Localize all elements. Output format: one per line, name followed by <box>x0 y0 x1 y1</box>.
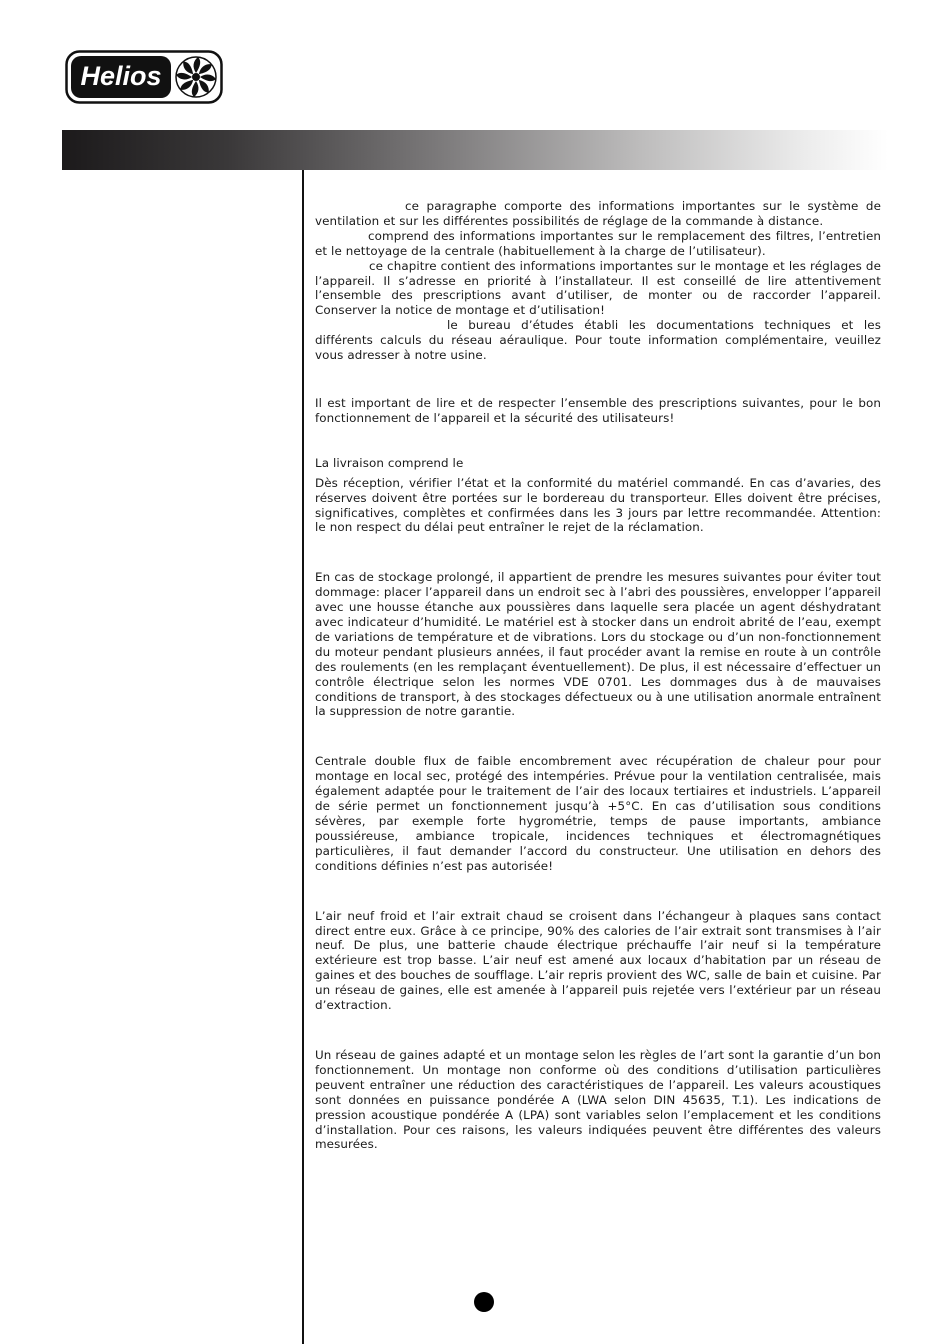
body-text <box>315 199 881 1152</box>
logo-wordmark: Helios <box>80 61 162 91</box>
page-number-dot <box>474 1292 494 1312</box>
paragraph-performance: Un réseau de gaines adapté et un montage selon les règles de l’art sont la garantie d’un bon fonctionnement. Un montage non conforme où des conditions d’utilisation particulières peuvent entraîner une réduction des caractéristiques de l’appareil. Les valeurs acoustiques sont données en puissance pondérée A (LWA selon DIN 45635, T.1). Les indications de pression acoustique pondérée A (LPA) sont variables selon l’emplacement et les conditions d’installation. Pour ces raisons, les valeurs indiquées peuvent être différentes des valeurs mesurées. <box>315 1047 881 1152</box>
paragraph-intended-use: Centrale double flux de faible encombrement avec récupération de chaleur pour pour montage en local sec, protégé des intempéries. Prévue pour la ventilation centralisée, mais également adaptée pour le traitement de l’air des locaux tertiaires et industriels. L’appareil de série permet un fonctionnement jusqu’à +5°C. En cas d’utilisation sous conditions sévères, par exemple forte hygrométrie, temps de pause importants, ambiance poussiéreuse, ambiance tropicale, incidences techniques et électromagnétiques particulières, il faut demander l’accord du constructeur. Une utilisation en dehors des conditions définies n’est pas autorisée! <box>315 754 881 873</box>
paragraph-operating-principle: L’air neuf froid et l’air extrait chaud se croisent dans l’échangeur à plaques sans contact direct entre eux. Grâce à ce principe, 90% des calories de l’air extrait sont transmises à l’air neuf. De plus, une batterie chaude électrique préchauffe l’air neuf si la température extérieure est trop basse. L’air neuf est amené aux locaux d’habitation par un réseau de gaines et des bouches de soufflage. L’air repris provient des WC, salle de bain et cuisine. Par un réseau de gaines, elle est amenée à l’appareil puis rejetée vers l’extérieur par un réseau d’extraction. <box>315 908 881 1013</box>
fan-icon <box>176 57 216 97</box>
helios-logo-graphic <box>65 50 223 104</box>
paragraph-maintenance-info: comprend des informations importantes sur le remplacement des filtres, l’entretien et le nettoyage de la centrale (habituellement à la charge de l’utilisateur). <box>315 228 881 258</box>
paragraph-installation-info: ce chapitre contient des informations importantes sur le montage et les réglages de l’appareil. Il s’adresse en priorité à l’installateur. Il est conseillé de lire attentivement l’ensemble des prescriptions avant d’utiliser, de monter ou de raccorder l’appareil. Conserver la notice de montage et d’utilisation! <box>315 258 881 318</box>
paragraph-design-office: le bureau d’études établi les documentations techniques et les différents calculs du réseau aéraulique. Pour toute information complémentaire, veuillez vous adresser à notre usine. <box>315 318 881 363</box>
paragraph-delivery-scope: La livraison comprend le <box>315 455 464 470</box>
paragraph-storage: En cas de stockage prolongé, il appartient de prendre les mesures suivantes pour éviter tout dommage: placer l’appareil dans un endroit sec à l’abri des poussières, envelopper l’appareil avec une housse étanche aux poussières dans laquelle sera placée un agent déshydratant avec indicateur d’humidité. Le matériel est à stocker dans un endroit abrité de l’eau, exempt de variations de température et de vibrations. Lors du stockage ou d’un non-fonctionnement du moteur pendant plusieurs années, il faut procéder avant la remise en route à un contrôle des roulements (en les remplaçant éventuellement). De plus, il est nécessaire d’effectuer un contrôle électrique selon les normes VDE 0701. Les dommages dus à de mauvaises conditions de transport, à des stockages défectueux ou à une utilisation anormale entraînent la suppression de notre garantie. <box>315 570 881 719</box>
header-gradient-bar <box>62 130 888 170</box>
paragraph-safety-instructions: Il est important de lire et de respecter l’ensemble des prescriptions suivantes, pour le bon fonctionnement de l’appareil et la sécurité des utilisateurs! <box>315 395 881 425</box>
column-divider <box>302 170 304 1344</box>
paragraph-receipt-check: Dès réception, vérifier l’état et la conformité du matériel commandé. En cas d’avaries, des réserves doivent être portées sur le bordereau du transporteur. Elles doivent être précises, significatives, complètes et confirmées dans les 3 jours par lettre recommandée. Attention: le non respect du délai peut entraîner le rejet de la réclamation. <box>315 475 881 535</box>
paragraph-system-info: ce paragraphe comporte des informations importantes sur le système de ventilation et sur les différentes possibilités de réglage de la commande à distance. <box>315 199 881 228</box>
helios-logo <box>65 50 223 104</box>
